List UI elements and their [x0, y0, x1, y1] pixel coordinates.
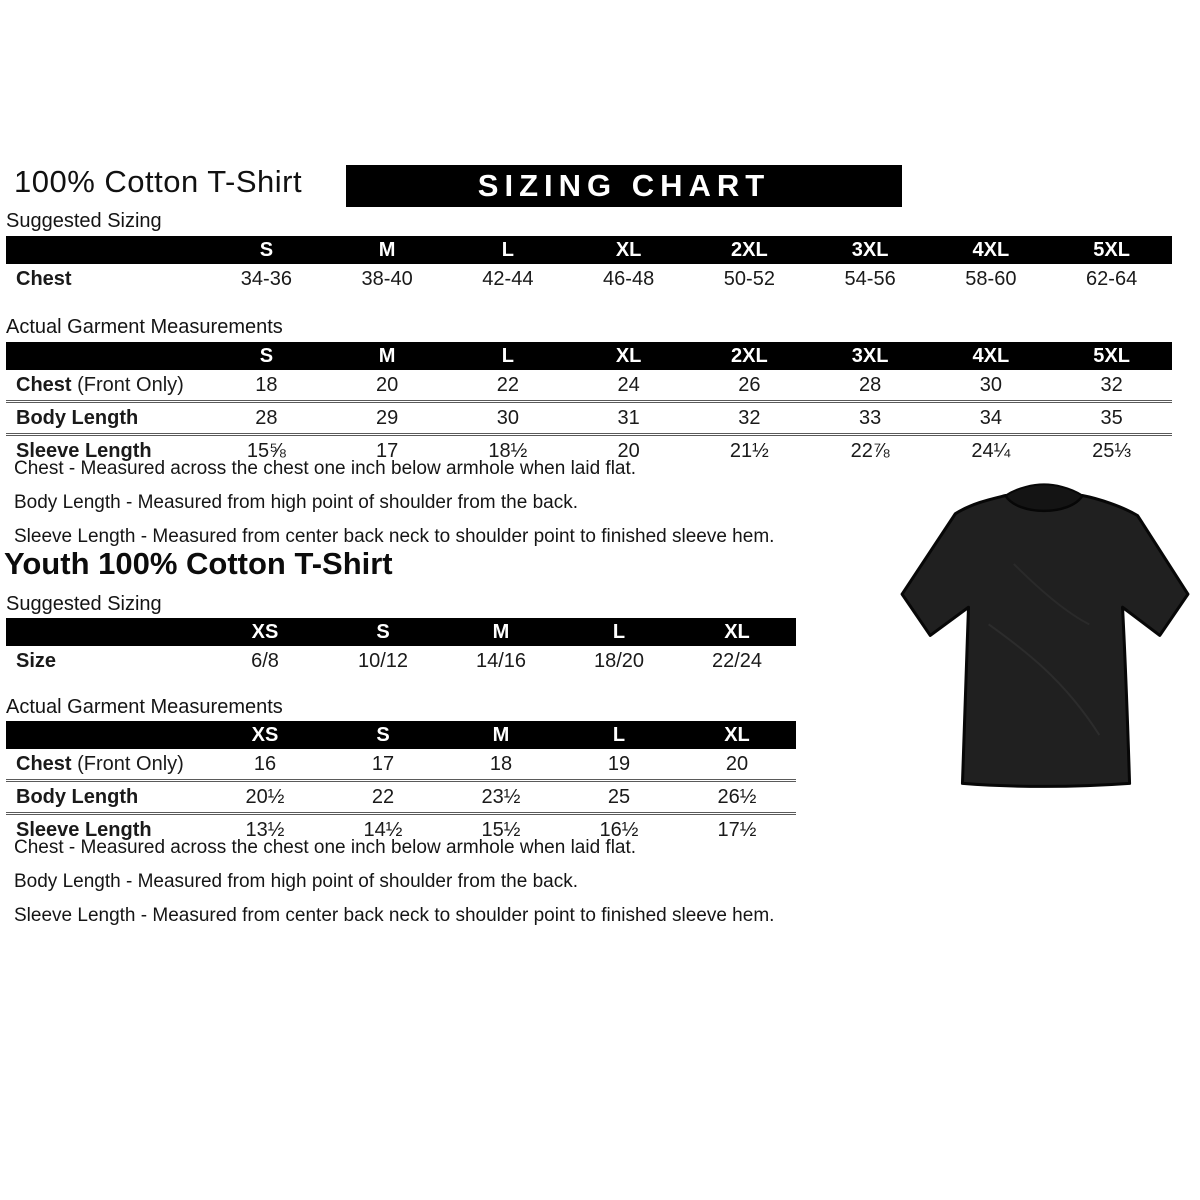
measurement-value: 32 [1100, 373, 1123, 396]
row-label: Chest (Front Only) [16, 752, 184, 775]
measurement-value: 25 [607, 785, 631, 808]
measurement-value: 32 [738, 406, 761, 429]
size-column-header: L [501, 238, 514, 261]
measurement-value: 19 [607, 752, 631, 775]
size-column-header: S [259, 344, 274, 367]
size-column-header: 4XL [972, 238, 1010, 261]
measurement-value: 31 [617, 406, 640, 429]
adult-suggested-sizing-table [6, 236, 1172, 294]
adult-suggested-sizing-label: Suggested Sizing [6, 210, 162, 232]
adult-actual-measurements-table [6, 342, 1172, 466]
youth-suggested-sizing-label: Suggested Sizing [6, 593, 162, 615]
measurement-value: 35 [1100, 406, 1123, 429]
row-label: Chest [16, 267, 72, 290]
measurement-note-line: Chest - Measured across the chest one inch below armhole when laid flat. [14, 837, 637, 858]
black-tshirt-image [893, 473, 1195, 821]
measurement-value: 23½ [481, 785, 521, 808]
measurement-value: 20½ [245, 785, 285, 808]
measurement-value: 22/24 [711, 649, 763, 672]
measurement-value: 58-60 [965, 267, 1017, 290]
size-column-header: 4XL [972, 344, 1010, 367]
measurement-value: 14½ [363, 818, 403, 841]
measurement-value: 18 [489, 752, 513, 775]
measurement-value: 33 [859, 406, 882, 429]
table-header-row [6, 618, 796, 646]
size-column-header: 2XL [731, 238, 768, 261]
row-label: Sleeve Length [16, 818, 152, 841]
size-column-header: 2XL [731, 344, 768, 367]
measurement-value: 54-56 [844, 267, 896, 290]
measurement-value: 22⅞ [850, 439, 890, 462]
measurement-value: 22 [371, 785, 395, 808]
measurement-note-line: Sleeve Length - Measured from center back neck to shoulder point to finished sleeve hem. [14, 905, 775, 926]
table-row [6, 779, 796, 812]
measurement-value: 28 [255, 406, 278, 429]
size-column-header: 3XL [851, 238, 889, 261]
measurement-value: 14/16 [475, 649, 527, 672]
measurement-value: 17½ [717, 818, 757, 841]
measurement-value: 16 [253, 752, 277, 775]
size-column-header: M [378, 344, 396, 367]
youth-measurement-notes [14, 831, 814, 933]
row-label: Size [16, 649, 57, 672]
size-column-header: M [378, 238, 396, 261]
measurement-note-line: Body Length - Measured from high point of shoulder from the back. [14, 492, 578, 513]
measurement-note-line: Sleeve Length - Measured from center back neck to shoulder point to finished sleeve hem. [14, 526, 775, 547]
table-header-row [6, 342, 1172, 370]
measurement-value: 24¼ [971, 439, 1011, 462]
measurement-value: 20 [376, 373, 399, 396]
page-title: 100% Cotton T-Shirt [14, 164, 303, 199]
youth-actual-measurements-label: Actual Garment Measurements [6, 696, 283, 718]
size-column-header: XL [724, 723, 750, 746]
youth-actual-measurements-table [6, 721, 796, 845]
size-column-header: XL [615, 344, 642, 367]
size-column-header: L [501, 344, 514, 367]
measurement-value: 29 [376, 406, 399, 429]
youth-title: Youth 100% Cotton T-Shirt [4, 546, 393, 581]
measurement-value: 15⅝ [246, 439, 286, 462]
youth-suggested-sizing-table [6, 618, 796, 676]
table-header-row [6, 721, 796, 749]
measurement-value: 26½ [717, 785, 757, 808]
measurement-value: 34-36 [240, 267, 292, 290]
measurement-value: 6/8 [251, 649, 279, 672]
table-header-row [6, 236, 1172, 264]
measurement-value: 30 [979, 373, 1002, 396]
measurement-value: 42-44 [482, 267, 534, 290]
size-column-header: M [492, 620, 510, 643]
measurement-value: 20 [617, 439, 640, 462]
size-column-header: L [612, 723, 626, 746]
measurement-note-line: Chest - Measured across the chest one inch below armhole when laid flat. [14, 458, 637, 479]
measurement-value: 22 [496, 373, 519, 396]
row-label: Chest (Front Only) [16, 373, 184, 396]
measurement-value: 10/12 [357, 649, 409, 672]
table-row [6, 400, 1172, 433]
measurement-value: 15½ [481, 818, 521, 841]
measurement-value: 18½ [488, 439, 528, 462]
measurement-value: 30 [496, 406, 519, 429]
banner-text: SIZING CHART [477, 168, 771, 203]
adult-measurement-notes [14, 452, 814, 554]
size-column-header: 5XL [1093, 238, 1130, 261]
row-label: Body Length [16, 785, 139, 808]
measurement-value: 17 [371, 752, 395, 775]
measurement-value: 21½ [729, 439, 769, 462]
size-column-header: M [492, 723, 510, 746]
measurement-value: 20 [725, 752, 749, 775]
measurement-value: 24 [617, 373, 640, 396]
measurement-value: 17 [376, 439, 399, 462]
measurement-value: 62-64 [1086, 267, 1138, 290]
size-column-header: 5XL [1093, 344, 1130, 367]
size-column-header: XL [724, 620, 750, 643]
adult-actual-measurements-label: Actual Garment Measurements [6, 316, 283, 338]
measurement-value: 18 [255, 373, 278, 396]
measurement-note-line: Body Length - Measured from high point of shoulder from the back. [14, 871, 578, 892]
measurement-value: 46-48 [603, 267, 655, 290]
measurement-value: 28 [859, 373, 882, 396]
sizing-chart-banner [346, 165, 902, 207]
measurement-value: 26 [738, 373, 761, 396]
size-column-header: L [612, 620, 626, 643]
table-row [6, 646, 796, 676]
size-column-header: XS [251, 723, 279, 746]
measurement-value: 25⅓ [1092, 439, 1132, 462]
measurement-value: 16½ [599, 818, 639, 841]
size-column-header: 3XL [851, 344, 889, 367]
table-row [6, 749, 796, 779]
measurement-value: 50-52 [723, 267, 775, 290]
table-row [6, 264, 1172, 294]
measurement-value: 34 [979, 406, 1002, 429]
size-column-header: S [376, 620, 390, 643]
row-label: Sleeve Length [16, 439, 152, 462]
size-column-header: S [376, 723, 390, 746]
size-column-header: XS [251, 620, 279, 643]
measurement-value: 38-40 [361, 267, 413, 290]
table-row [6, 370, 1172, 400]
measurement-value: 13½ [245, 818, 285, 841]
size-column-header: XL [615, 238, 642, 261]
measurement-value: 18/20 [593, 649, 645, 672]
row-label: Body Length [16, 406, 139, 429]
size-column-header: S [259, 238, 274, 261]
